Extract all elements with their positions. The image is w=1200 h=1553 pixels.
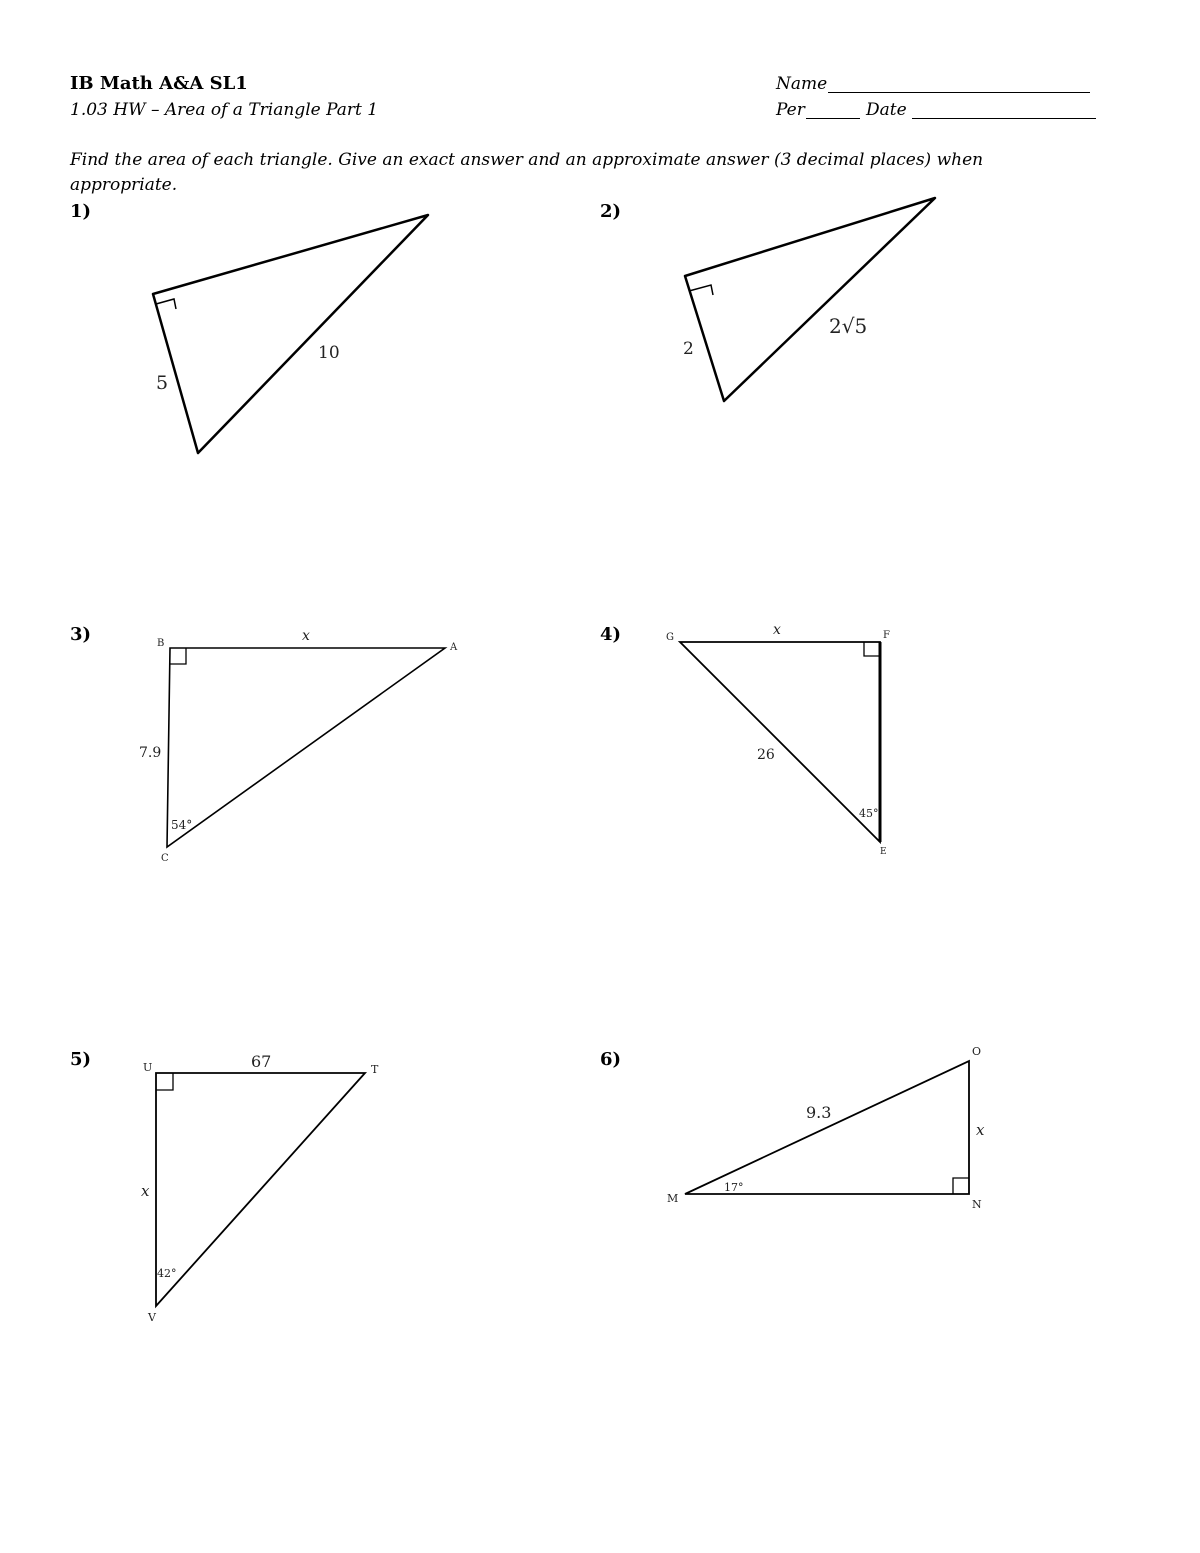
triangle-4-angle-label: 45° bbox=[859, 807, 879, 820]
triangle-4-shape bbox=[680, 642, 880, 842]
triangle-6-diagram bbox=[667, 1045, 985, 1211]
triangle-3-vertex-a: A bbox=[450, 642, 458, 653]
triangle-4-vertex-g: G bbox=[666, 632, 674, 643]
name-label: Name bbox=[776, 74, 828, 94]
triangle-2-side-label: 2 bbox=[683, 339, 694, 359]
triangle-5-vertex-v: V bbox=[148, 1311, 156, 1324]
triangle-5-shape bbox=[156, 1073, 365, 1306]
triangle-1-shape bbox=[153, 215, 428, 453]
triangle-5-vertex-t: T bbox=[371, 1063, 379, 1076]
triangle-4-hyp-label: 26 bbox=[757, 747, 775, 763]
triangle-5-diagram bbox=[141, 1052, 379, 1324]
triangle-4-vertex-e: E bbox=[880, 847, 887, 857]
triangle-1-diagram bbox=[153, 215, 428, 453]
triangle-4-diagram bbox=[666, 622, 890, 857]
triangle-6-shape bbox=[685, 1061, 969, 1194]
triangle-1-side-label: 5 bbox=[156, 372, 169, 394]
triangle-1-right-angle-mark bbox=[156, 299, 176, 309]
problem-5-number: 5) bbox=[70, 1049, 92, 1070]
triangle-6-right-label: x bbox=[976, 1121, 985, 1139]
date-label: Date bbox=[866, 100, 907, 120]
problem-3-number: 3) bbox=[70, 624, 92, 645]
triangle-5-top-label: 67 bbox=[251, 1052, 272, 1071]
triangle-2-right-angle-mark bbox=[689, 285, 713, 295]
problem-1-number: 1) bbox=[70, 201, 92, 222]
instructions: Find the area of each triangle. Give an exact answer and an approximate answer (3 decimal places) when appropriate. bbox=[70, 150, 984, 195]
triangle-3-vertex-b: B bbox=[157, 638, 165, 649]
problem-6-number: 6) bbox=[600, 1049, 622, 1070]
triangle-3-vertex-c: C bbox=[161, 853, 169, 864]
triangle-2-hyp-label: 2√5 bbox=[829, 314, 868, 338]
triangle-3-diagram bbox=[139, 628, 458, 864]
triangle-6-vertex-o: O bbox=[972, 1045, 982, 1058]
triangle-2-diagram bbox=[683, 198, 935, 401]
triangle-2-shape bbox=[685, 198, 935, 401]
triangle-4-right-angle-mark bbox=[864, 642, 880, 656]
triangle-6-angle-label: 17° bbox=[724, 1181, 744, 1194]
triangle-5-right-angle-mark bbox=[156, 1073, 173, 1090]
triangle-3-top-label: x bbox=[302, 628, 310, 644]
assignment-subtitle: 1.03 HW – Area of a Triangle Part 1 bbox=[70, 100, 379, 120]
triangle-4-vertex-f: F bbox=[883, 630, 890, 641]
triangle-5-vertex-u: U bbox=[143, 1061, 153, 1074]
triangle-3-right-angle-mark bbox=[170, 648, 186, 664]
problem-4-number: 4) bbox=[600, 624, 622, 645]
triangle-3-left-label: 7.9 bbox=[139, 745, 162, 761]
problem-2-number: 2) bbox=[600, 201, 622, 222]
triangle-3-angle-label: 54° bbox=[171, 818, 193, 832]
triangle-1-hyp-label: 10 bbox=[318, 343, 340, 363]
triangle-6-vertex-n: N bbox=[972, 1198, 982, 1211]
triangle-3-shape bbox=[167, 648, 445, 847]
triangle-5-angle-label: 42° bbox=[157, 1267, 177, 1280]
triangle-5-left-label: x bbox=[141, 1182, 150, 1200]
triangle-6-hyp-label: 9.3 bbox=[806, 1103, 832, 1122]
triangle-4-top-label: x bbox=[773, 622, 781, 638]
triangle-6-vertex-m: M bbox=[667, 1192, 679, 1205]
triangle-6-right-angle-mark bbox=[953, 1178, 969, 1194]
course-title: IB Math A&A SL1 bbox=[70, 73, 248, 94]
period-label: Per bbox=[776, 100, 805, 120]
